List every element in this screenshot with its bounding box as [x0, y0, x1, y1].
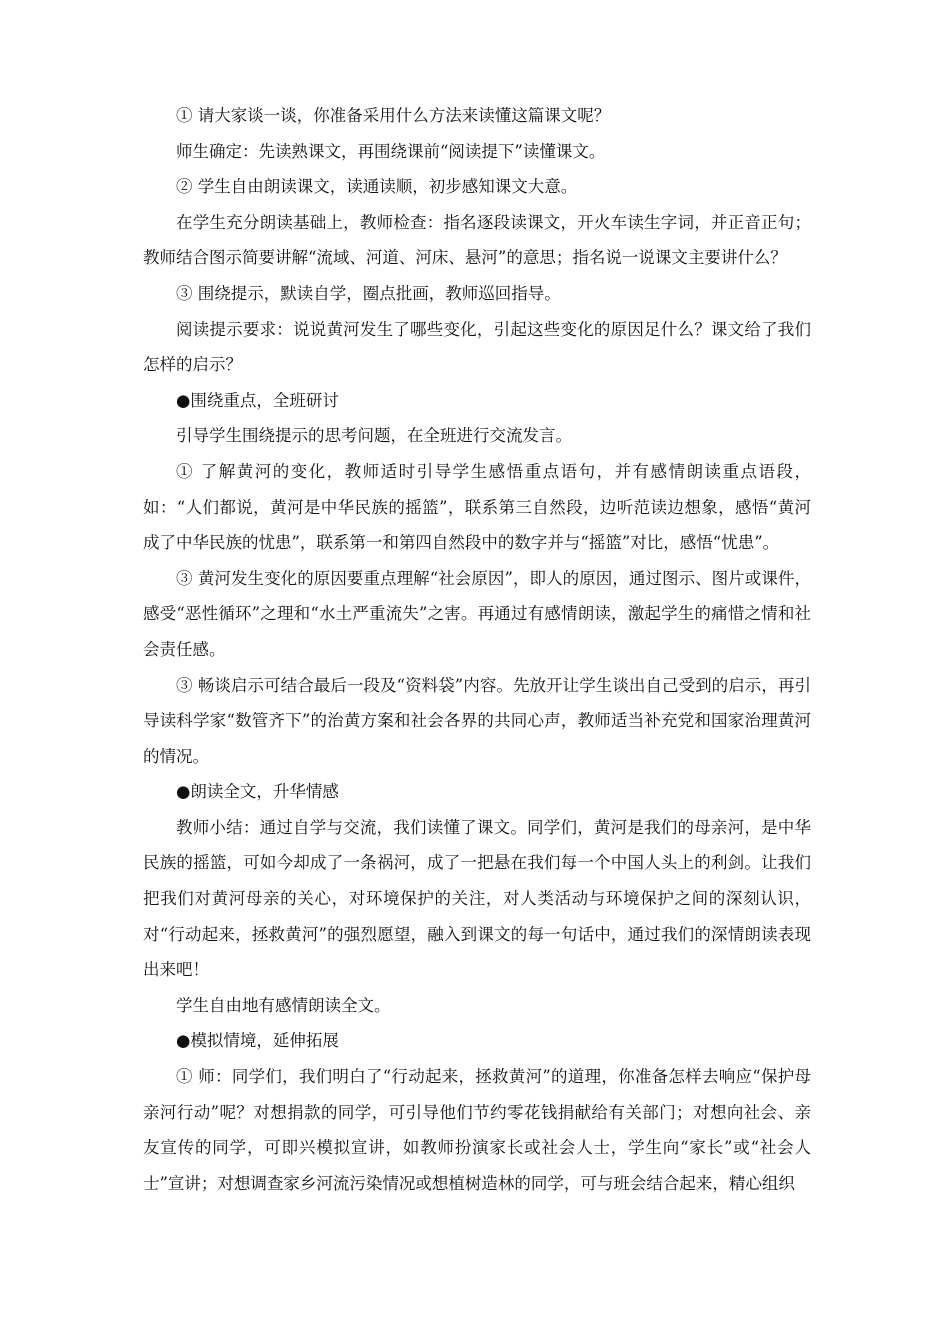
- paragraph: 学生自由地有感情朗读全文。: [176, 995, 391, 1015]
- section-heading: ●朗读全文，升华情感: [176, 782, 339, 802]
- paragraph: ① 请大家谈一谈，你准备采用什么方法来读懂这篇课文呢？: [176, 106, 611, 125]
- section-heading: ●围绕重点，全班研讨: [176, 390, 339, 410]
- paragraph: ① 师：同学们，我们明白了“行动起来，拯救黄河”的道理，你准备怎样去响应“保护母亲河行动”呢？对想捐款的同学，可引导他们节约零花钱捐献给有关部门；对想向社会、亲友宣传的同学，可即兴模拟宣讲，如教师扮演家长或社会人士，学生向“家长”或“社会人士”宣讲；对想调查家乡河流污染情况或想植树造林的同学，可与班会结合起来，精心组织: [143, 1067, 811, 1193]
- paragraph: ③ 围绕提示，默读自学，圈点批画，教师巡回指导。: [176, 283, 561, 303]
- paragraph: 教师小结：通过自学与交流，我们读懂了课文。同学们，黄河是我们的母亲河，是中华民族的摇篮，可如今却成了一条祸河，成了一把悬在我们每一个中国人头上的利剑。让我们把我们对黄河母亲的关心，对环境保护的关注，对人类活动与环境保护之间的深刻认识，对“行动起来，拯救黄河”的强烈愿望，融入到课文的每一句话中，通过我们的深情朗读表现出来吧！: [143, 817, 811, 980]
- paragraph: ③ 畅谈启示可结合最后一段及“资料袋”内容。先放开让学生谈出自己受到的启示，再引导读科学家“数管齐下”的治黄方案和社会各界的共同心声，教师适当补充党和国家治理黄河的情况。: [143, 675, 811, 766]
- paragraph: 引导学生围绕提示的思考问题，在全班进行交流发言。: [176, 426, 572, 446]
- paragraph: 师生确定：先读熟课文，再围绕课前“阅读提下”读懂课文。: [176, 141, 606, 161]
- paragraph: ② 学生自由朗读课文，读通读顺，初步感知课文大意。: [176, 177, 578, 197]
- paragraph: 阅读提示要求：说说黄河发生了哪些变化，引起这些变化的原因足什么？课文给了我们怎样的启示？: [143, 319, 811, 375]
- paragraph: 在学生充分朗读基础上，教师检查：指名逐段读课文，开火车读生字词，并正音正句；教师结合图示简要讲解“流域、河道、河床、悬河”的意思；指名说一说课文主要讲什么？: [143, 212, 811, 268]
- paragraph: ③ 黄河发生变化的原因要重点理解“社会原因”，即人的原因，通过图示、图片或课件，感受“恶性循环”之理和“水土严重流失”之害。再通过有感情朗读，激起学生的痛惜之情和社会责任感。: [143, 568, 811, 659]
- section-heading: ●模拟情境，延伸拓展: [176, 1031, 339, 1051]
- document-body: [143, 98, 811, 1201]
- paragraph: ① 了解黄河的变化，教师适时引导学生感悟重点语句，并有感情朗读重点语段，如：“人们都说，黄河是中华民族的摇篮”，联系第三自然段，边听范读边想象，感悟“黄河成了中华民族的忧患”，联系第一和第四自然段中的数字并与“摇篮”对比，感悟“忧患”。: [143, 461, 811, 553]
